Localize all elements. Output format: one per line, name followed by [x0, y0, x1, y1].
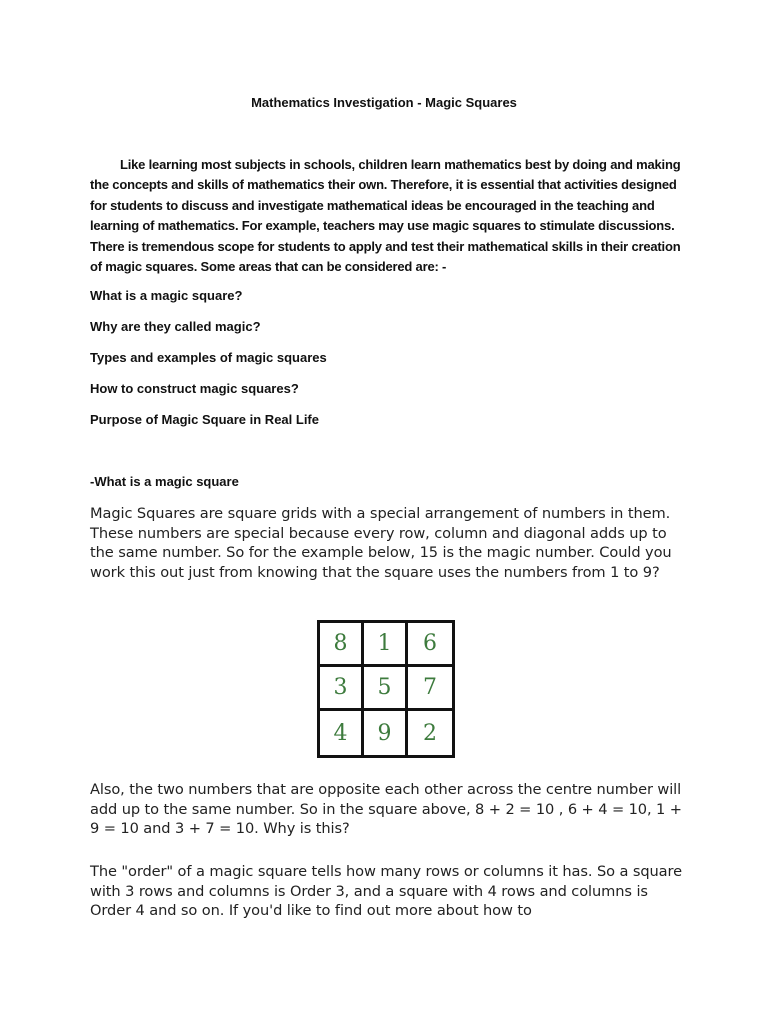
magic-square-cell: 5 [364, 667, 408, 711]
question-item: Types and examples of magic squares [90, 350, 327, 365]
question-list [90, 288, 690, 443]
magic-square-cell: 7 [408, 667, 452, 711]
magic-square-cell: 1 [364, 623, 408, 667]
body-paragraph: Magic Squares are square grids with a special arrangement of numbers in them. These numbers are special because every row, column and diagonal adds up to the same number. So for the example below, 15 is the magic number. Could you work this out just from knowing that the square uses the numbers from 1 to 9? [90, 505, 672, 581]
magic-square-cell: 2 [423, 720, 437, 746]
magic-square-cell: 9 [364, 711, 408, 755]
question-item: Purpose of Magic Square in Real Life [90, 412, 319, 427]
body-paragraph: Also, the two numbers that are opposite each other across the centre number will add up to the same number. So in the square above, 8 + 2 = 10 , 6 + 4 = 10, 1 + 9 = 10 and 3 + 7 = 10. Why is this? [90, 781, 682, 837]
magic-square-cell: 8 [320, 623, 364, 667]
document-title: Mathematics Investigation - Magic Squares [251, 95, 517, 110]
magic-square-cell: 4 [320, 711, 364, 755]
intro-paragraph: Like learning most subjects in schools, children learn mathematics best by doing and making the concepts and skills of mathematics their own. Therefore, it is essential that activities designed for students to discuss and investigate mathematical ideas be encouraged in the teaching and learning of mathematics. For example, teachers may use magic squares to stimulate discussions. There is tremendous scope for students to apply and test their mathematical skills in their creation of magic squares. Some areas that can be considered are: - [90, 157, 681, 275]
magic-square-grid [317, 620, 455, 758]
section-heading: -What is a magic square [90, 474, 239, 489]
body-paragraph: The "order" of a magic square tells how many rows or columns it has. So a square with 3 rows and columns is Order 3, and a square with 4 rows and columns is Order 4 and so on. If you'd like to find out more about how to [90, 863, 682, 919]
magic-square-cell: 6 [408, 623, 452, 667]
question-item: What is a magic square? [90, 288, 243, 303]
question-item: Why are they called magic? [90, 319, 261, 334]
magic-square-cell: 3 [320, 667, 364, 711]
question-item: How to construct magic squares? [90, 381, 299, 396]
